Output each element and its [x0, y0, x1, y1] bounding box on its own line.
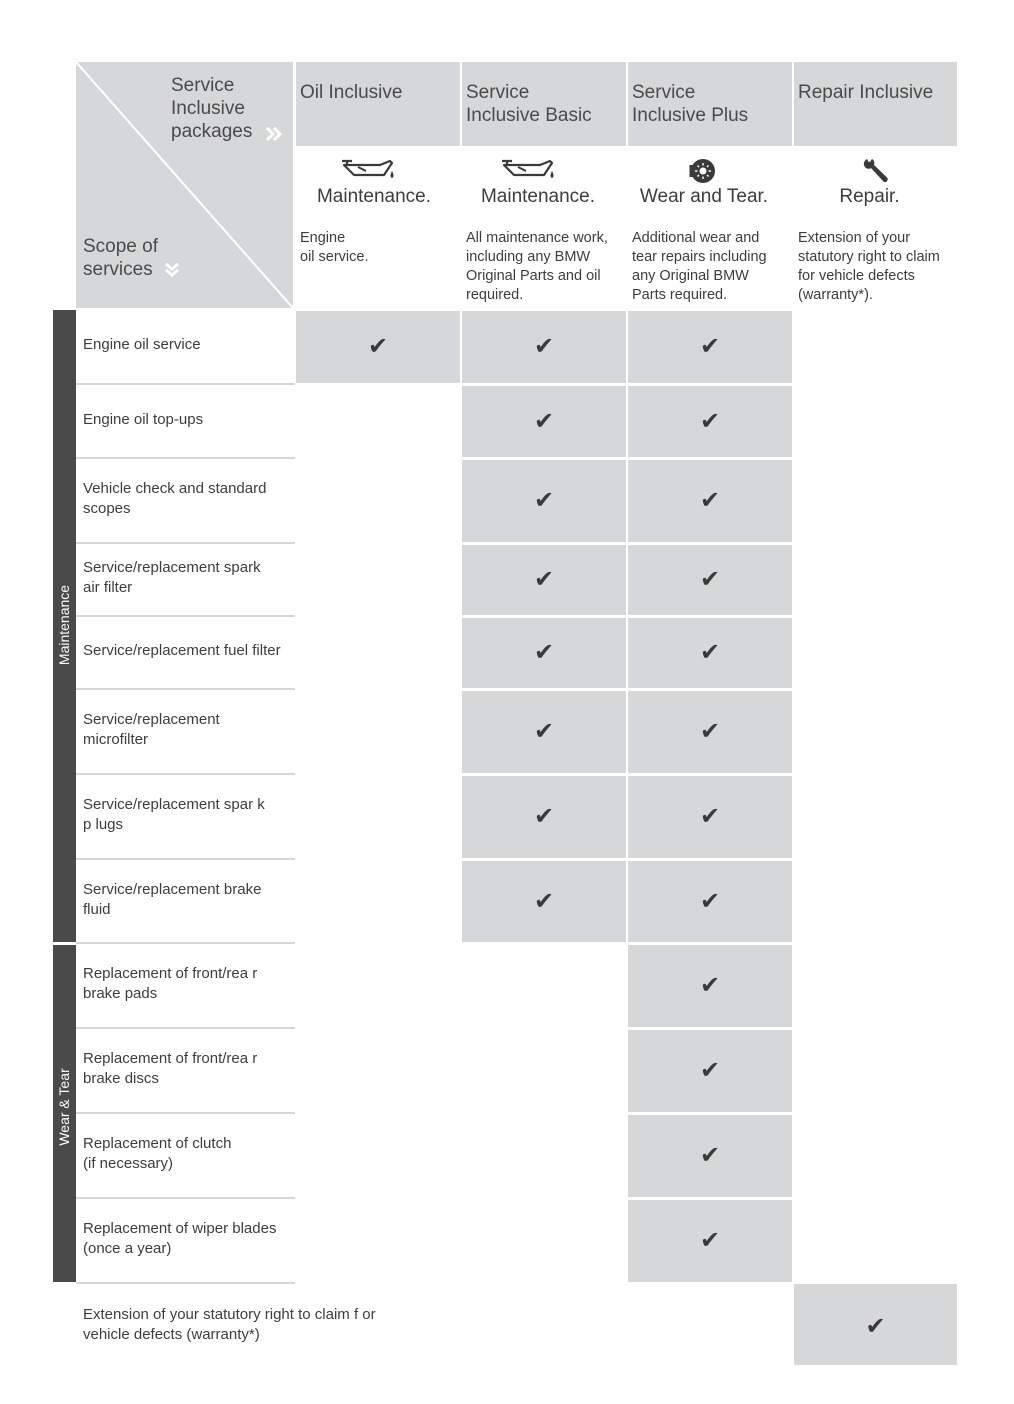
row-divider: [76, 773, 295, 775]
checkmark-icon: ✔: [699, 566, 721, 593]
table-row-label: Service/replacement microfilter: [83, 711, 220, 748]
oil-can-icon: [500, 157, 556, 188]
package-category: Repair.: [839, 186, 900, 207]
package-description: All maintenance work, including any BMW Original Parts and oil required.: [466, 230, 608, 303]
table-row-label: Service/replacement spar k p lugs: [83, 796, 265, 833]
row-divider: [76, 858, 295, 860]
package-category: Wear and Tear.: [639, 186, 769, 207]
checkmark-icon: ✔: [699, 333, 721, 360]
package-title: Oil Inclusive: [300, 82, 403, 103]
scope-label: Scope of services: [83, 236, 158, 280]
group-label-wear-tear: Wear & Tear: [56, 1068, 72, 1146]
table-row-label: Replacement of front/rea r brake pads: [83, 965, 258, 1002]
table-row-label: Replacement of wiper blades (once a year): [83, 1220, 277, 1257]
table-row-label: Service/replacement spark air filter: [83, 559, 261, 596]
row-divider: [76, 1112, 295, 1114]
row-divider: [76, 542, 295, 544]
footer-check-icon: ✔: [865, 1313, 886, 1340]
checkmark-icon: ✔: [699, 718, 721, 745]
checkmark-icon: ✔: [533, 718, 555, 745]
package-category: Maintenance.: [316, 186, 432, 207]
row-divider: [76, 1282, 295, 1284]
row-divider: [76, 1027, 295, 1029]
checkmark-icon: ✔: [533, 333, 555, 360]
checkmark-icon: ✔: [699, 487, 721, 514]
checkmark-icon: ✔: [533, 407, 555, 435]
checkmark-icon: ✔: [367, 333, 389, 360]
table-row-label: Replacement of clutch (if necessary): [83, 1135, 232, 1172]
checkmark-icon: ✔: [699, 1142, 721, 1169]
checkmark-icon: ✔: [533, 487, 555, 514]
row-divider: [76, 1197, 295, 1199]
checkmark-icon: ✔: [533, 887, 555, 915]
checkmark-icon: ✔: [699, 407, 721, 435]
checkmark-icon: ✔: [533, 803, 555, 830]
double-chevron-down-icon: [164, 262, 180, 278]
row-divider: [76, 457, 295, 459]
package-title: Service Inclusive Plus: [632, 82, 749, 126]
footer-row-label: Extension of your statutory right to claim f or vehicle defects (warranty*): [83, 1306, 376, 1343]
row-divider: [76, 942, 295, 944]
checkmark-icon: ✔: [699, 639, 721, 666]
checkmark-icon: ✔: [699, 803, 721, 830]
row-divider: [76, 383, 295, 385]
group-label-maintenance: Maintenance: [56, 584, 72, 666]
package-description: Engine oil service.: [300, 230, 369, 265]
packages-label: Service Inclusive packages: [171, 75, 253, 142]
table-row-label: Engine oil service: [83, 336, 201, 353]
row-divider: [76, 615, 295, 617]
row-divider: [76, 688, 295, 690]
table-row-label: Service/replacement fuel filter: [83, 642, 281, 659]
package-header-1: [296, 62, 460, 146]
table-row-label: Vehicle check and standard scopes: [83, 480, 267, 517]
checkmark-icon: ✔: [699, 887, 721, 915]
oil-can-icon: [340, 157, 396, 188]
package-category: Maintenance.: [480, 186, 596, 207]
package-description: Extension of your statutory right to claim for vehicle defects (warranty*).: [798, 230, 940, 303]
checkmark-icon: ✔: [533, 566, 555, 593]
checkmark-icon: ✔: [699, 1057, 721, 1084]
package-title: Service Inclusive Basic: [466, 82, 592, 126]
package-description: Additional wear and tear repairs including any Original BMW Parts required.: [632, 230, 767, 303]
package-header-4: [794, 62, 957, 146]
checkmark-icon: ✔: [699, 972, 721, 999]
checkmark-icon: ✔: [533, 639, 555, 666]
package-title: Repair Inclusive: [798, 82, 934, 103]
double-chevron-right-icon: [265, 126, 283, 142]
checkmark-icon: ✔: [699, 1227, 721, 1254]
table-row-label: Engine oil top-ups: [83, 410, 204, 428]
table-row-label: Service/replacement brake fluid: [83, 880, 262, 918]
table-row-label: Replacement of front/rea r brake discs: [83, 1050, 258, 1087]
